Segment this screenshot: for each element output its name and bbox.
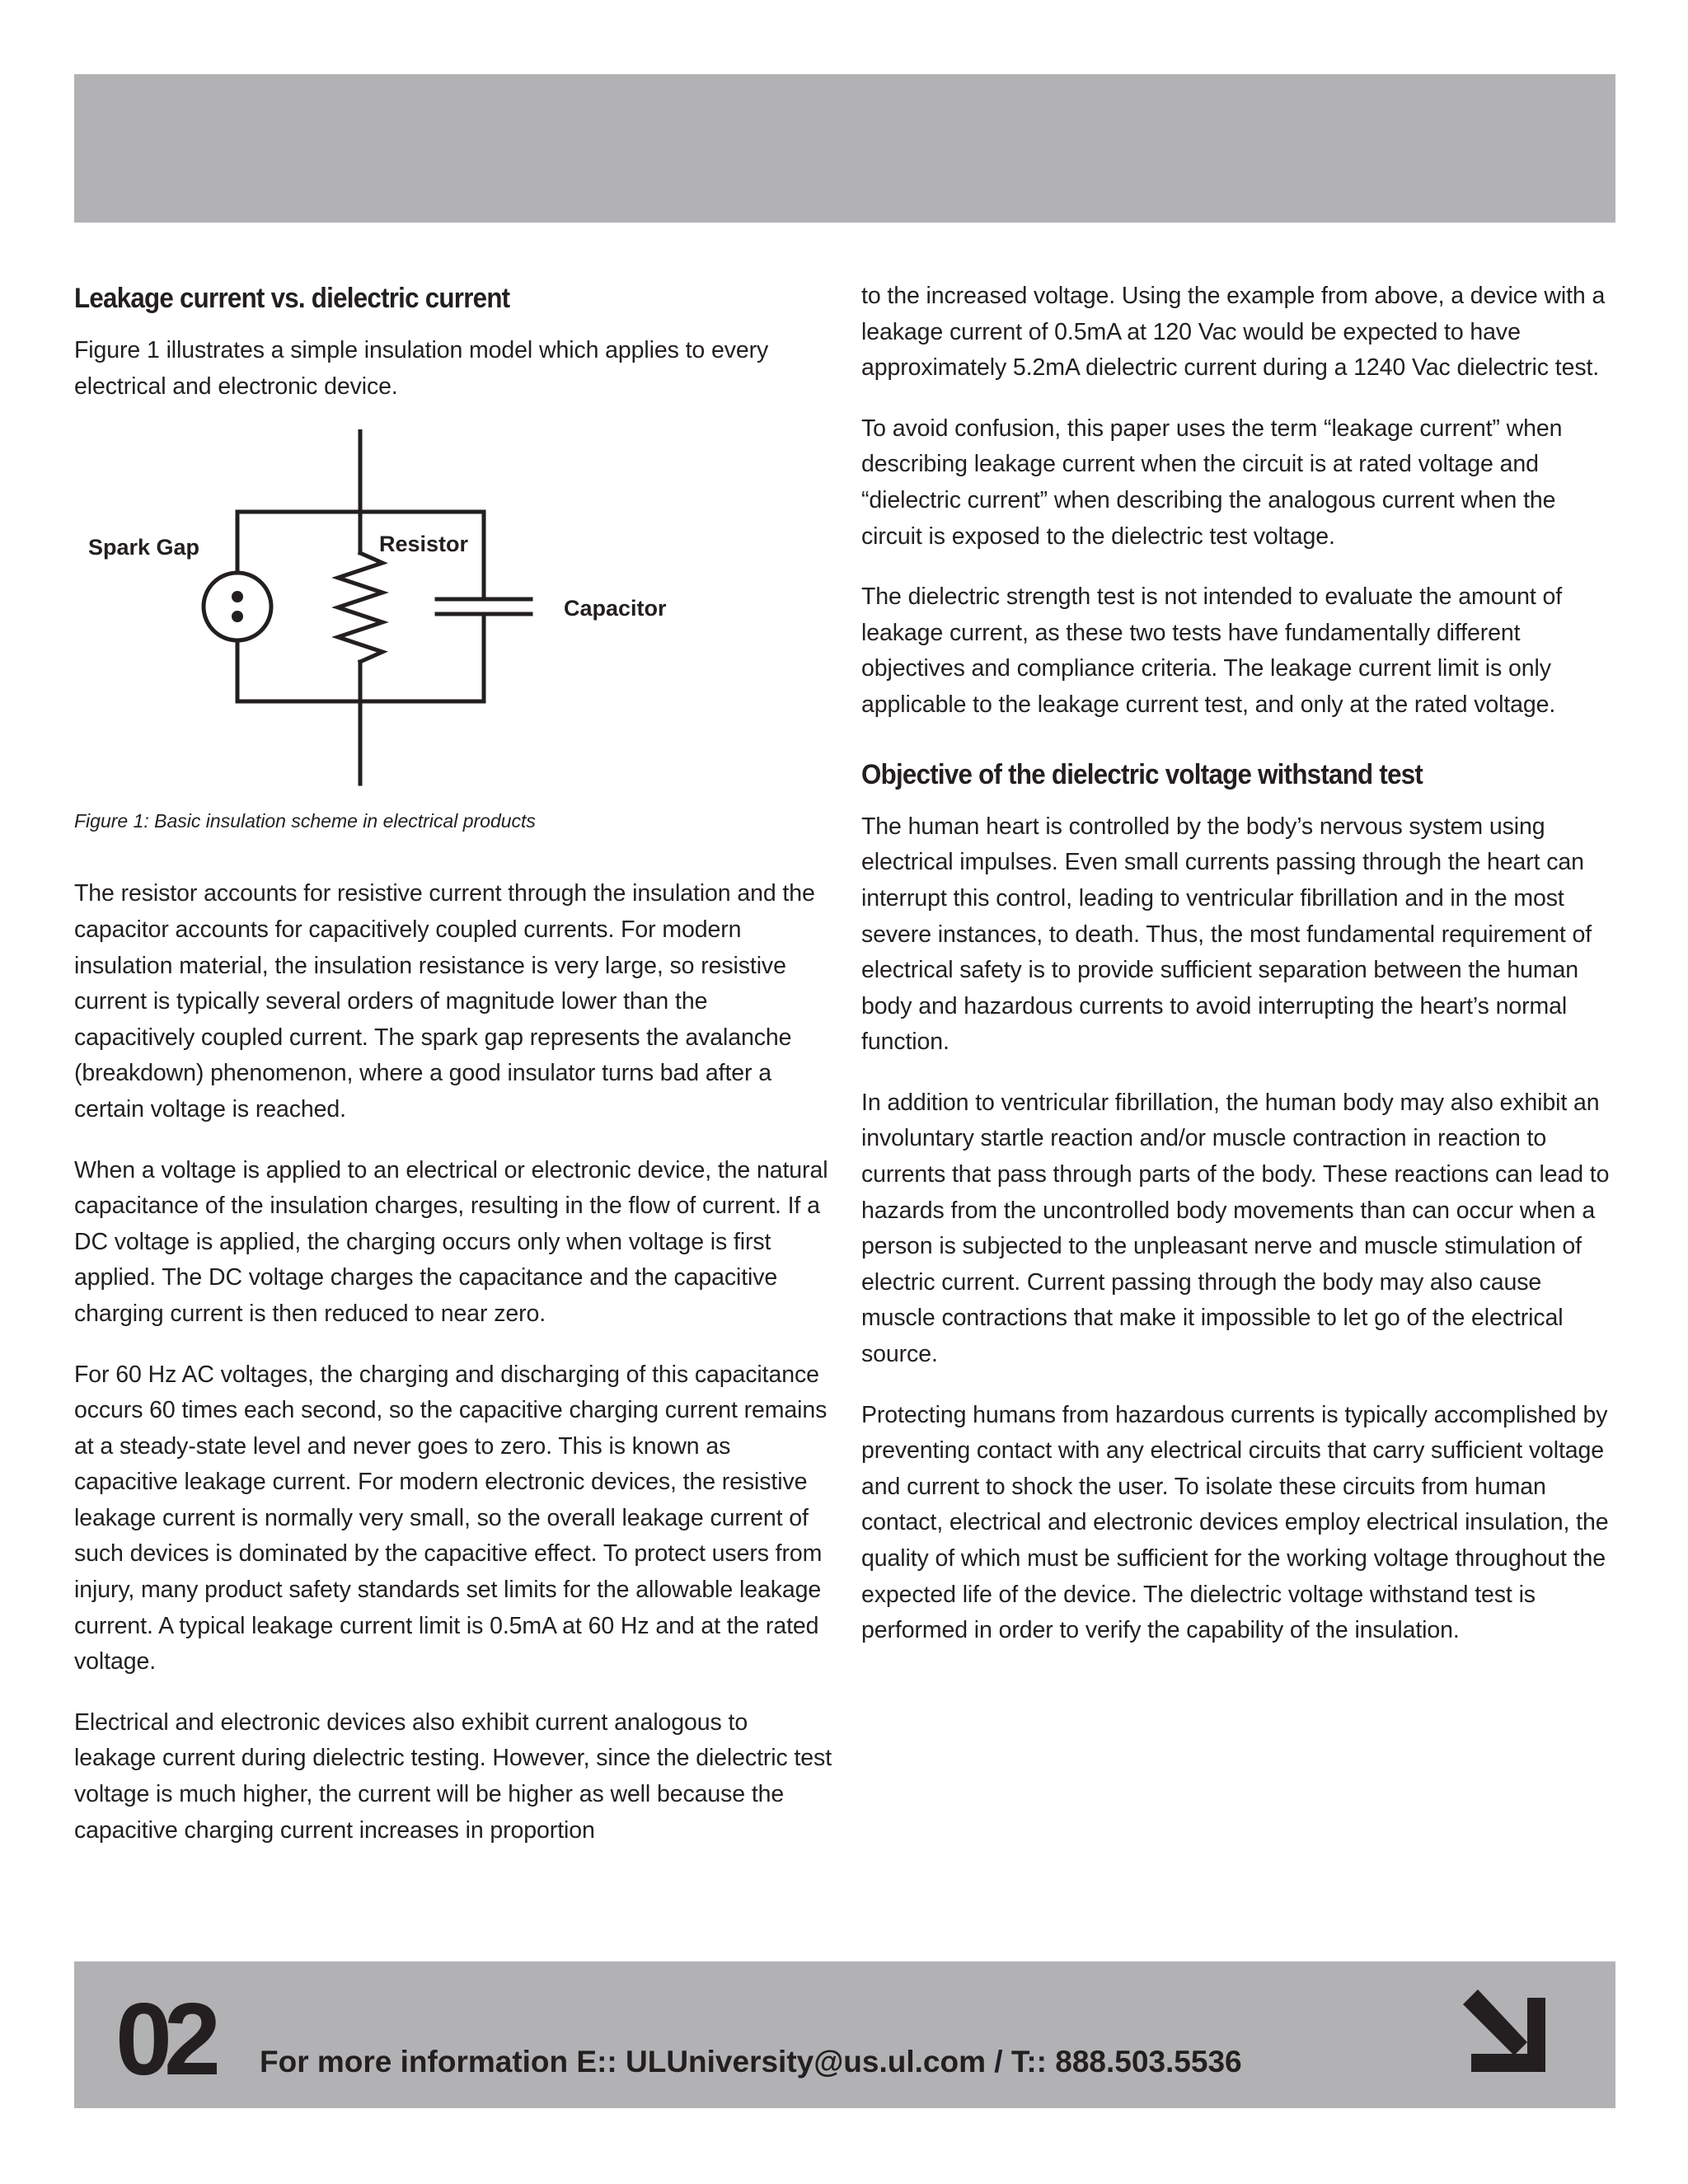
resistor-zigzag bbox=[338, 553, 382, 662]
body-paragraph: The human heart is controlled by the body’s nervous system using electrical impulses. Even small currents passing through the heart can interrupt this control, leading to ventricular fibrillation and in the most severe instances, to death. Thus, the most fundamental requirement of electrical safety is to provide sufficient separation between the human body and hazardous currents to avoid interrupting the heart’s normal function. bbox=[861, 813, 1592, 1056]
body-paragraph: The resistor accounts for resistive current through the insulation and the capacitor accounts for capacitively coupled currents. For modern insulation material, the insulation resistance is very large, so resistive current is typically several orders of magnitude lower than the capacitively coupled current. The spark gap represents the avalanche (breakdown) phenomenon, where a good insulator turns bad after a certain voltage is reached. bbox=[74, 880, 815, 1122]
spark-gap-label: Spark Gap bbox=[88, 535, 200, 560]
body-paragraph: The dielectric strength test is not intended to evaluate the amount of leakage current, as these two tests have fundamentally different objectives and compliance criteria. The leakage current limit is only applicable to the leakage current test, and only at the rated voltage. bbox=[861, 583, 1563, 718]
body-paragraph: To avoid confusion, this paper uses the term “leakage current” when describing leakage current when the circuit is at rated voltage and “dielectric current” when describing the analogous current when the circuit is exposed to the dielectric test voltage. bbox=[861, 415, 1563, 550]
figure-caption: Figure 1: Basic insulation scheme in electrical products bbox=[74, 810, 536, 832]
section-heading-objective: Objective of the dielectric voltage withstand test bbox=[861, 758, 1423, 790]
page-number: 02 bbox=[115, 1983, 213, 2097]
circuit-diagram bbox=[74, 429, 832, 808]
right-column bbox=[861, 279, 1620, 1674]
header-band bbox=[74, 74, 1615, 223]
spark-gap-electrode-bottom bbox=[232, 611, 243, 622]
body-paragraph: In addition to ventricular fibrillation, the human body may also exhibit an involuntary startle reaction and/or muscle contraction in reaction to currents that pass through parts of the body. These reactions can lead to hazards from the uncontrolled body movements than can occur when a person is subjected to the unpleasant nerve and muscle stimulation of electric current. Current passing through the body may also cause muscle contractions that make it impossible to let go of the electrical source. bbox=[861, 1089, 1610, 1368]
footer-band bbox=[74, 1961, 1615, 2108]
resistor-label: Resistor bbox=[379, 532, 469, 557]
spark-gap-electrode-top bbox=[232, 591, 243, 602]
intro-paragraph: Figure 1 illustrates a simple insulation model which applies to every electrical and electronic device. bbox=[74, 337, 769, 400]
body-paragraph: For 60 Hz AC voltages, the charging and discharging of this capacitance occurs 60 times each second, so the capacitive charging current remains at a steady-state level and never goes to zero. This is known as capacitive leakage current. For modern electronic devices, the resistive leakage current is normally very small, so the overall leakage current of such devices is dominated by the capacitive effect. To protect users from injury, many product safety standards set limits for the allowable leakage current. A typical leakage current limit is 0.5mA at 60 Hz and at the rated voltage. bbox=[74, 1361, 828, 1675]
body-paragraph: Electrical and electronic devices also exhibit current analogous to leakage current during dielectric testing. However, since the dielectric test voltage is much higher, the current will be higher as well because the capacitive charging current increases in proportion bbox=[74, 1708, 832, 1844]
left-column bbox=[74, 280, 832, 1873]
arrow-down-right-icon bbox=[1463, 1990, 1554, 2080]
insulation-circuit-figure bbox=[74, 429, 832, 808]
body-paragraph: to the increased voltage. Using the example from above, a device with a leakage current of 0.5mA at 120 Vac would be expected to have approximately 5.2mA dielectric current during a 1240 Vac dielectric test. bbox=[861, 283, 1606, 382]
contact-info: For more information E:: ULUniversity@us.ul.com / T:: 888.503.5536 bbox=[260, 2045, 1242, 2079]
body-paragraph: When a voltage is applied to an electrical or electronic device, the natural capacitance of the insulation charges, resulting in the flow of current. If a DC voltage is applied, the charging occurs only when voltage is first applied. The DC voltage charges the capacitance and the capacitive charging current is then reduced to near zero. bbox=[74, 1156, 828, 1327]
body-paragraph: Protecting humans from hazardous currents is typically accomplished by preventing contact with any electrical circuits that carry sufficient voltage and current to shock the user. To isolate these circuits from human contact, electrical and electronic devices employ electrical insulation, the quality of which must be sufficient for the working voltage throughout the expected life of the device. The dielectric voltage withstand test is performed in order to verify the capability of the insulation. bbox=[861, 1401, 1609, 1644]
capacitor-label: Capacitor bbox=[564, 596, 667, 621]
spark-gap-circle bbox=[204, 573, 271, 640]
section-heading-leakage: Leakage current vs. dielectric current bbox=[74, 283, 510, 314]
